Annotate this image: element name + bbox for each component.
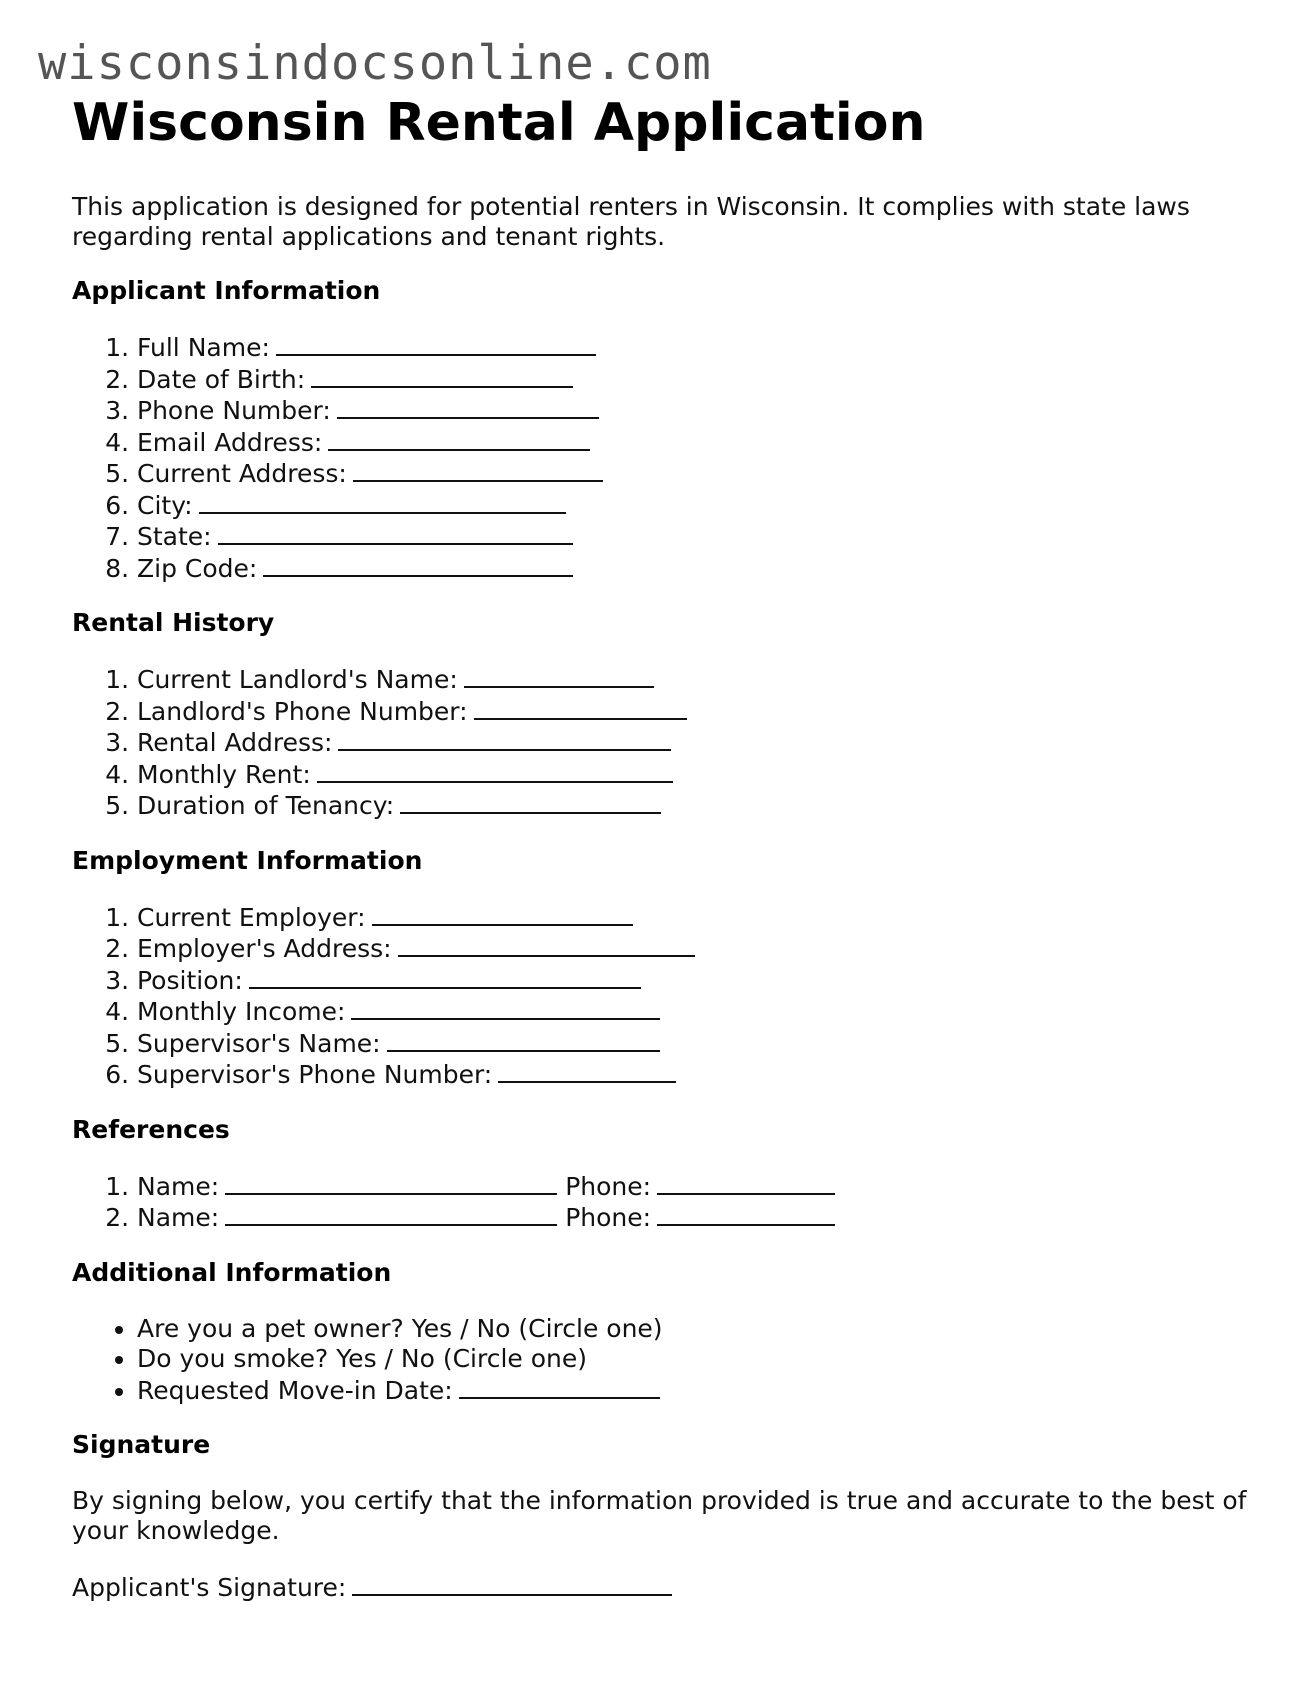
- current-address-blank[interactable]: [353, 458, 603, 482]
- email-address-blank[interactable]: [328, 427, 590, 451]
- current-employer-blank[interactable]: [372, 902, 633, 926]
- signature-blank[interactable]: [352, 1572, 672, 1596]
- smoke-question: • Do you smoke? Yes / No (Circle one): [137, 1344, 1252, 1375]
- state-blank[interactable]: [218, 521, 573, 545]
- field-duration-of-tenancy: 5. Duration of Tenancy:: [137, 790, 1252, 822]
- full-name-blank[interactable]: [276, 332, 596, 356]
- field-city: 6. City:: [137, 490, 1252, 522]
- reference-1-phone-blank[interactable]: [657, 1171, 835, 1195]
- additional-heading: Additional Information: [72, 1257, 392, 1287]
- field-state: 7. State:: [137, 521, 1252, 553]
- employment-heading: Employment Information: [72, 845, 423, 875]
- reference-2-name-blank[interactable]: [225, 1202, 557, 1226]
- duration-of-tenancy-blank[interactable]: [400, 790, 661, 814]
- field-employer-address: 2. Employer's Address:: [137, 933, 1252, 965]
- field-current-employer: 1. Current Employer:: [137, 902, 1252, 934]
- signature-heading: Signature: [72, 1430, 211, 1460]
- field-date-of-birth: 2. Date of Birth:: [137, 364, 1252, 396]
- landlord-name-blank[interactable]: [464, 664, 654, 688]
- city-blank[interactable]: [199, 490, 566, 514]
- zip-code-blank[interactable]: [263, 553, 573, 577]
- field-monthly-income: 4. Monthly Income:: [137, 996, 1252, 1028]
- field-supervisor-name: 5. Supervisor's Name:: [137, 1028, 1252, 1060]
- certification-statement: By signing below, you certify that the information provided is true and accurate to the best of your knowledge.: [72, 1486, 1247, 1546]
- employment-fields: [72, 902, 1252, 1091]
- move-in-date-blank[interactable]: [459, 1375, 660, 1399]
- employer-address-blank[interactable]: [398, 933, 695, 957]
- references-heading: References: [72, 1114, 230, 1144]
- position-blank[interactable]: [249, 965, 641, 989]
- supervisor-phone-blank[interactable]: [498, 1059, 676, 1083]
- rental-history-heading: Rental History: [72, 608, 275, 638]
- field-landlord-name: 1. Current Landlord's Name:: [137, 664, 1252, 696]
- intro-paragraph: This application is designed for potential renters in Wisconsin. It complies with state laws regarding rental applications and tenant rights.: [72, 192, 1190, 252]
- page-title: Wisconsin Rental Application: [72, 93, 926, 153]
- signature-field: Applicant's Signature:: [72, 1572, 1252, 1603]
- field-email-address: 4. Email Address:: [137, 427, 1252, 459]
- field-position: 3. Position:: [137, 965, 1252, 997]
- field-move-in-date: • Requested Move-in Date:: [137, 1375, 1252, 1407]
- rental-address-blank[interactable]: [338, 727, 671, 751]
- applicant-heading: Applicant Information: [72, 276, 381, 306]
- field-supervisor-phone: 6. Supervisor's Phone Number:: [137, 1059, 1252, 1091]
- field-landlord-phone: 2. Landlord's Phone Number:: [137, 696, 1252, 728]
- additional-items: [72, 1314, 1252, 1407]
- references-fields: [72, 1171, 1252, 1234]
- phone-number-blank[interactable]: [337, 395, 599, 419]
- field-zip-code: 8. Zip Code:: [137, 553, 1252, 585]
- pet-owner-question: • Are you a pet owner? Yes / No (Circle one): [137, 1314, 1252, 1345]
- reference-2-phone-blank[interactable]: [657, 1202, 835, 1226]
- document: [72, 92, 1252, 1603]
- supervisor-name-blank[interactable]: [387, 1028, 660, 1052]
- landlord-phone-blank[interactable]: [474, 696, 687, 720]
- field-current-address: 5. Current Address:: [137, 458, 1252, 490]
- monthly-rent-blank[interactable]: [317, 759, 673, 783]
- reference-1-name-blank[interactable]: [225, 1171, 557, 1195]
- field-phone-number: 3. Phone Number:: [137, 395, 1252, 427]
- date-of-birth-blank[interactable]: [311, 364, 573, 388]
- reference-row: 1. Name: Phone:: [137, 1171, 1252, 1203]
- field-full-name: 1. Full Name:: [137, 332, 1252, 364]
- rental-history-fields: [72, 664, 1252, 822]
- monthly-income-blank[interactable]: [351, 996, 660, 1020]
- applicant-fields: [72, 332, 1252, 584]
- field-rental-address: 3. Rental Address:: [137, 727, 1252, 759]
- watermark: wisconsindocsonline.com: [38, 36, 712, 91]
- reference-row: 2. Name: Phone:: [137, 1202, 1252, 1234]
- field-monthly-rent: 4. Monthly Rent:: [137, 759, 1252, 791]
